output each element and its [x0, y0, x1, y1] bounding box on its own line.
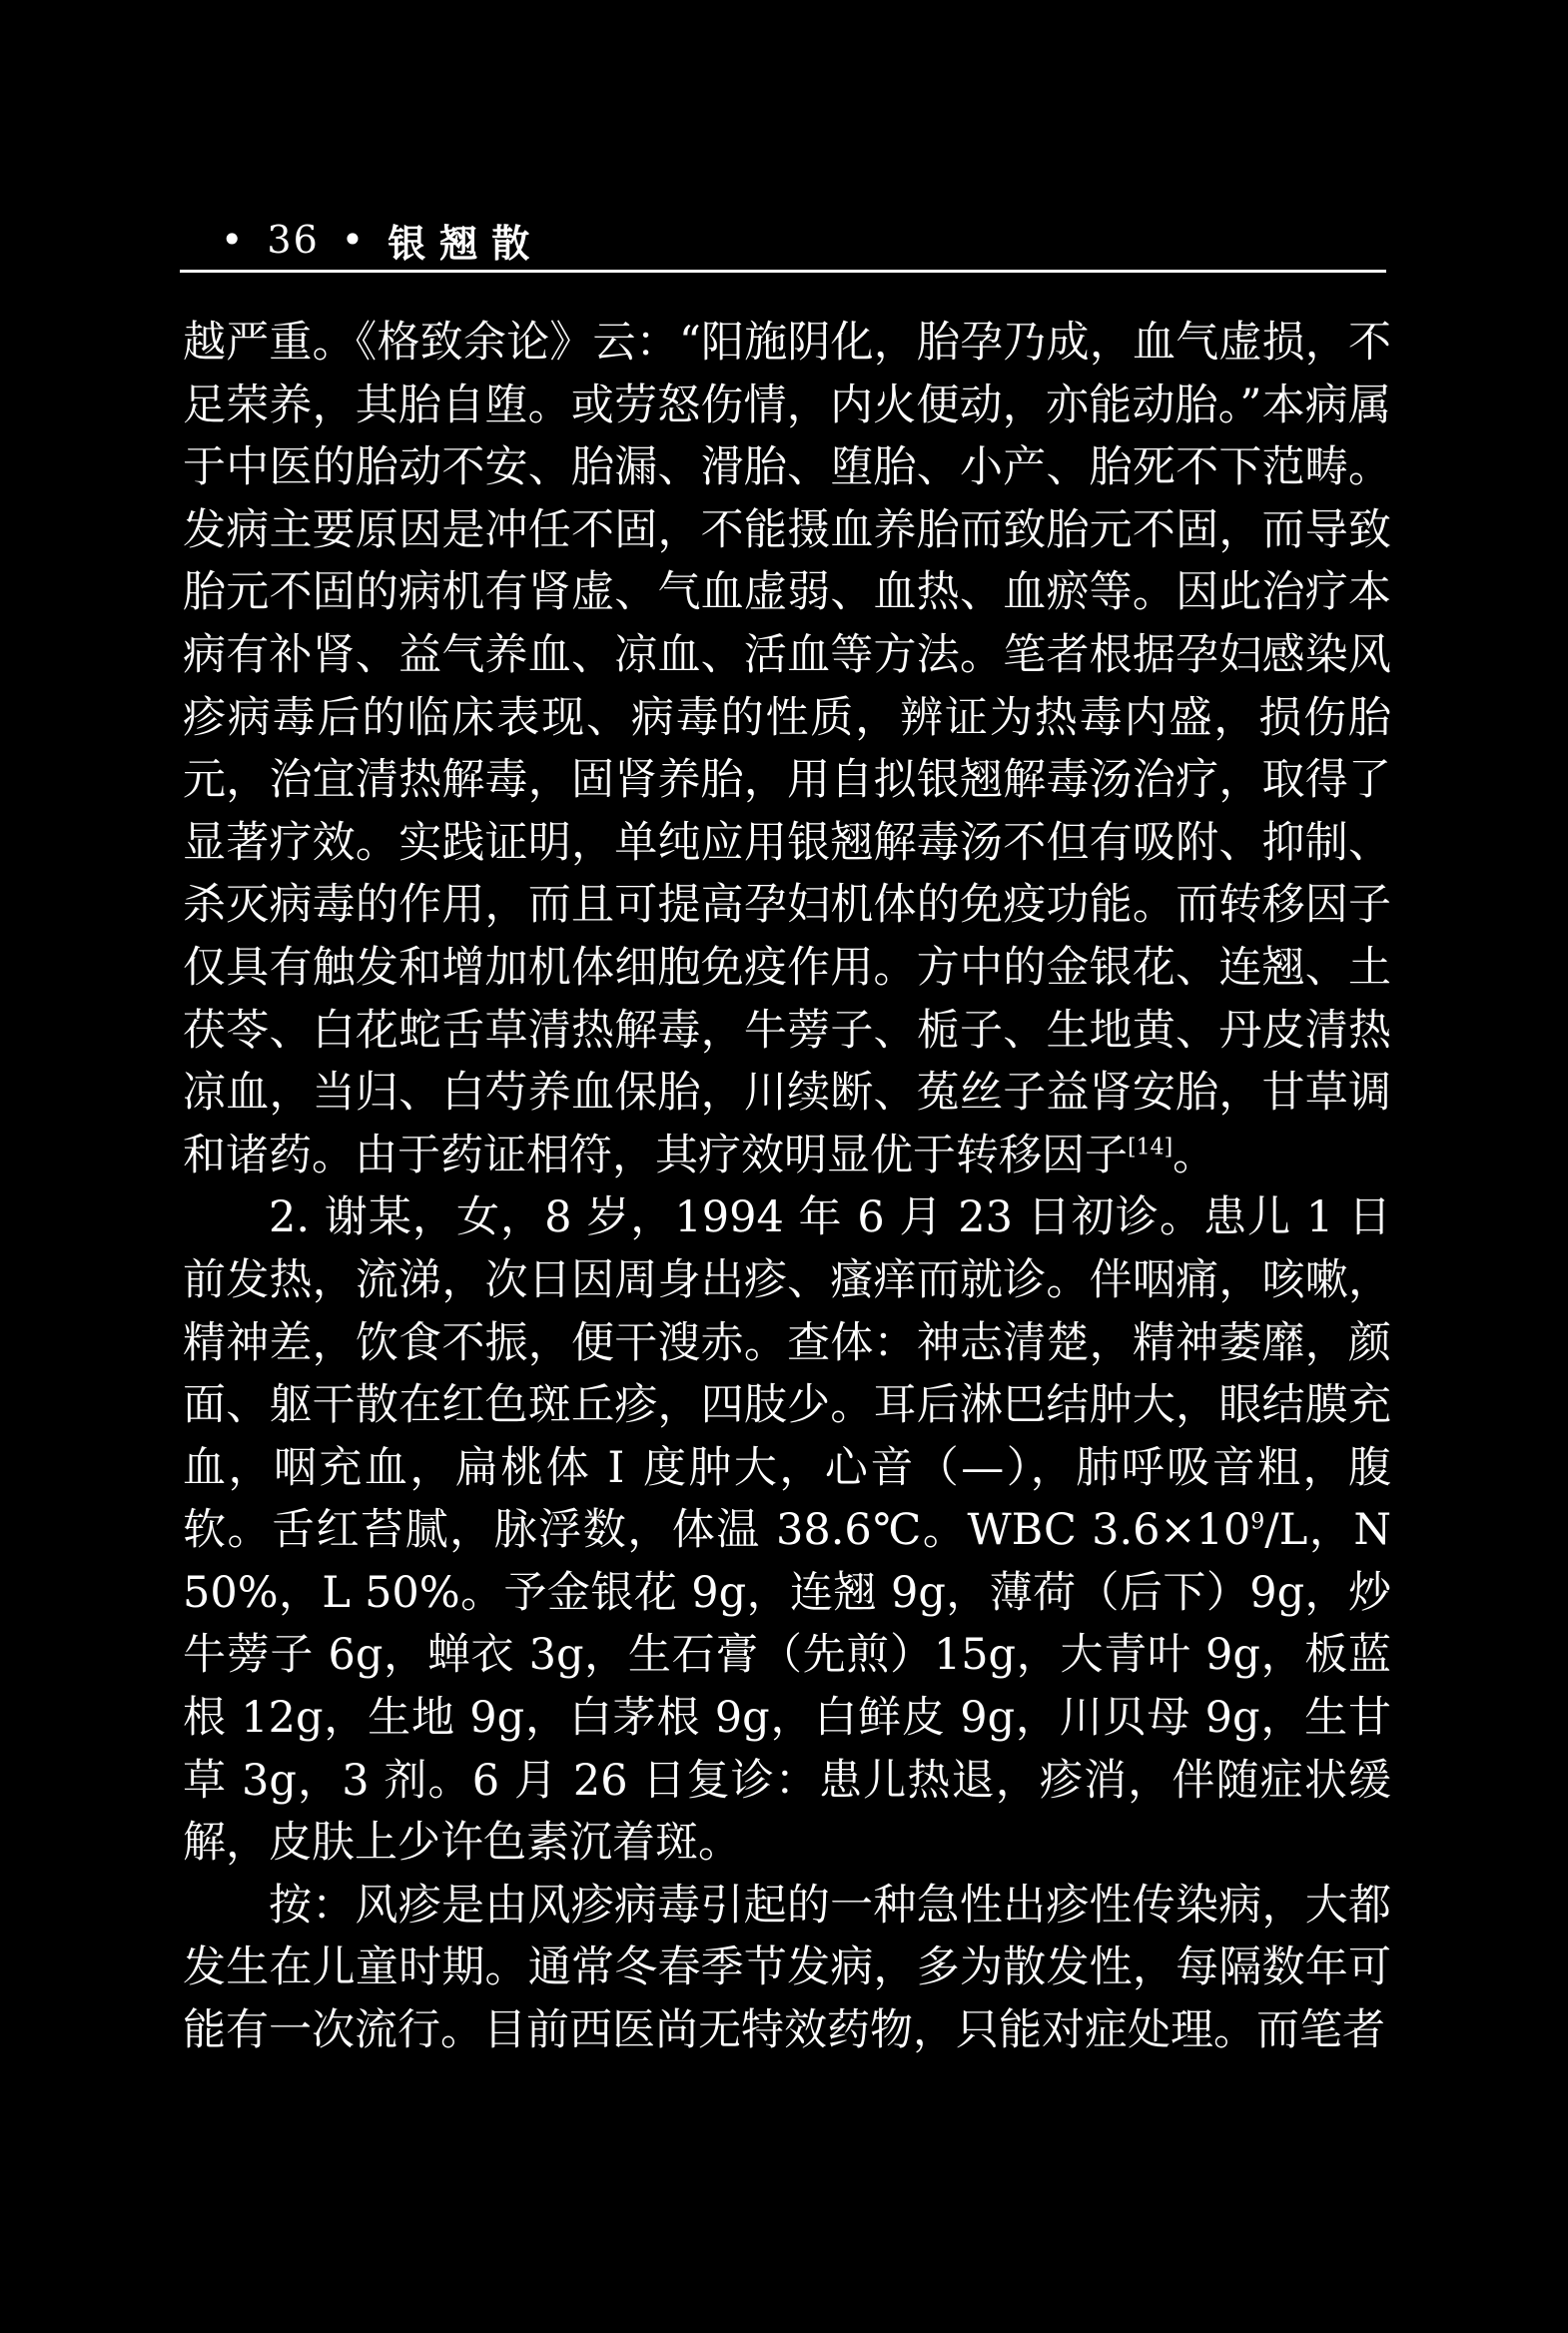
exponent: 9	[1250, 1509, 1265, 1535]
header-rule	[180, 270, 1386, 273]
header-dot-left: •	[221, 218, 246, 262]
running-title: 银翘散	[388, 220, 544, 266]
header-dot-right: •	[341, 218, 367, 262]
paragraph-1-text: 越严重。《格致余论》云：“阳施阴化，胎孕乃成，血气虚损，不足荣养，其胎自堕。或劳怒伤情，内火便动，亦能动胎。”本病属于中医的胎动不安、胎漏、滑胎、堕胎、小产、胎死不下范畴。发病主要原因是冲任不固，不能摄血养胎而致胎元不固，而导致胎元不固的病机有肾虚、气血虚弱、血热、血瘀等。因此治疗本病有补肾、益气养血、凉血、活血等方法。笔者根据孕妇感染风疹病毒后的临床表现、病毒的性质，辨证为热毒内盛，损伤胎元，治宜清热解毒，固肾养胎，用自拟银翘解毒汤治疗，取得了显著疗效。实践证明，单纯应用银翘解毒汤不但有吸附、抑制、杀灭病毒的作用，而且可提高孕妇机体的免疫功能。而转移因子仅具有触发和增加机体细胞免疫作用。方中的金银花、连翘、土茯苓、白花蛇舌草清热解毒，牛蒡子、栀子、生地黄、丹皮清热凉血，当归、白芍养血保胎，川续断、菟丝子益肾安胎，甘草调和诸药。由于药证相符，其疗效明显优于转移因子	[183, 318, 1391, 1180]
paragraph-1-end: 。	[1173, 1130, 1216, 1180]
paragraph-3-text: 按：风疹是由风疹病毒引起的一种急性出疹性传染病，大都发生在儿童时期。通常冬春季节发病，多为散发性，每隔数年可能有一次流行。目前西医尚无特效药物，只能对症处理。而笔者	[183, 1880, 1391, 2056]
paragraph-2-text: 2. 谢某，女，8 岁，1994 年 6 月 23 日初诊。患儿 1 日前发热，流涕，次日因周身出疹、瘙痒而就诊。伴咽痛，咳嗽，精神差，饮食不振，便干溲赤。查体：神志清楚，精神萎靡，颜面、躯干散在红色斑丘疹，四肢少。耳后淋巴结肿大，眼结膜充血，咽充血，扁桃体 Ⅰ 度肿大，心音（—），肺呼吸音粗，腹软。舌红苔腻，脉浮数，体温 38.6℃。WBC 3.6×10	[183, 1192, 1391, 1556]
running-header	[185, 210, 1383, 270]
body-text	[183, 312, 1391, 2062]
paragraph-1	[183, 312, 1391, 1186]
paragraph-2	[183, 1186, 1391, 1875]
page-number: 36	[267, 218, 320, 262]
paragraph-2-text-cont: /L，N 50%，L 50%。予金银花 9g，连翘 9g，薄荷（后下）9g，炒牛蒡子 6g，蝉衣 3g，生石膏（先煎）15g，大青叶 9g，板蓝根 12g，生地 9g，白茅根 9g，白鲜皮 9g，川贝母 9g，生甘草 3g，3 剂。6 月 26 日复诊：患儿热退，疹消，伴随症状缓解，皮肤上少许色素沉着斑。	[183, 1505, 1391, 1869]
citation-ref: [14]	[1128, 1135, 1174, 1161]
paragraph-3	[183, 1875, 1391, 2062]
